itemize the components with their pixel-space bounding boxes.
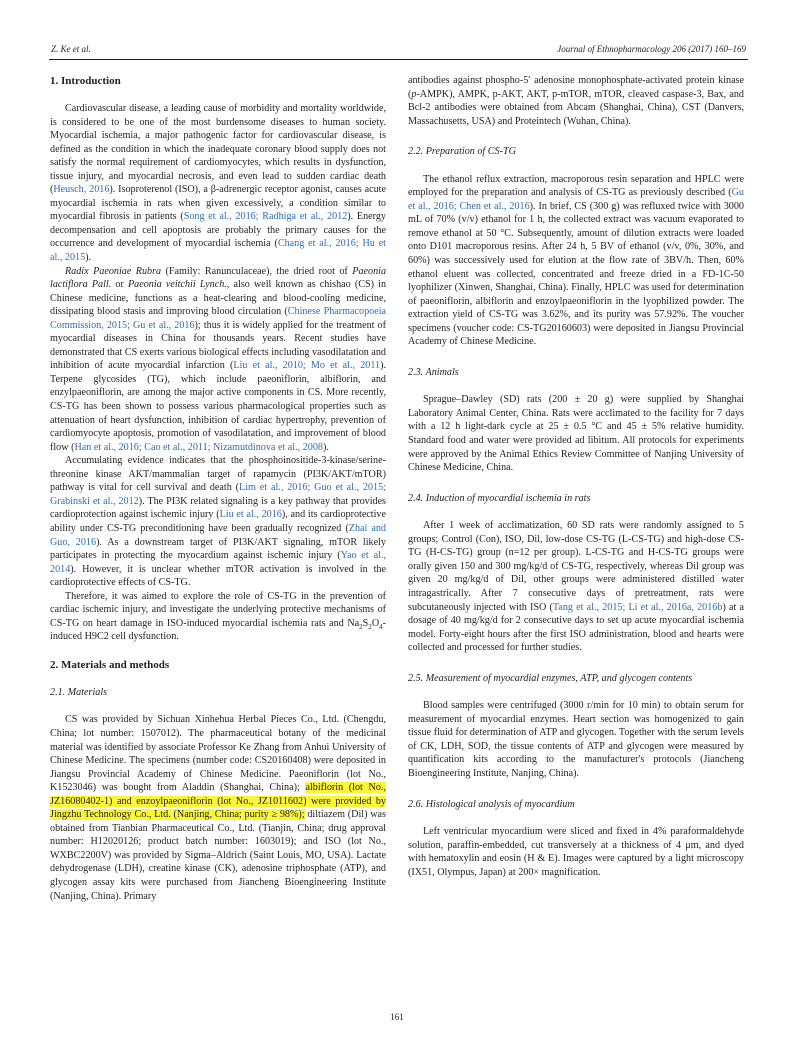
measurement-paragraph: Blood samples were centrifuged (3000 r/min for 10 min) to obtain serum for measurement of myocardial enzymes. Heart section was homogenized to gain tissue fluid for determination of ATP and glycogen. Together with the serum levels of CK, LDH, SOD, the tissue contents of ATP and glycogen were measured by quantification kits according to the manufacturer's protocols (Jiancheng Bioengineering Institute, Nanjing, China). xyxy=(408,700,744,779)
citation-link[interactable]: Lim et al., 2016; Guo et al., 2015; Grabinski et al., 2012 xyxy=(50,482,386,507)
intro-paragraph-1: Cardiovascular disease, a leading cause of morbidity and mortality worldwide, is considered to be one of the most burdensome diseases to human society. Myocardial ischemia, a major pathogenic factor for cardiovascular disease, is defined as the condition in which the inadequate coronary blood supply does not satisfy the normal requirement of cardiomyocytes, which results in dysfunction, tissue injury, and myocardial necrosis, and even lead to sudden cardiac death (Heusch, 2016). Isoproterenol (ISO), a β-adrenergic receptor agonist, causes acute myocardial ischemia in rats when given excessively, a condition similar to myocardial fibrosis in patients (Song et al., 2016; Radhiga et al., 2012). Energy decompensation and cell apoptosis are probably the primary causes for the occurrence and development of myocardial ischemia (Chang et al., 2016; Hu et al., 2015). xyxy=(50,103,386,264)
running-header-authors: Z. Ke et al. xyxy=(51,44,91,54)
citation-link[interactable]: Han et al., 2016; Cao et al., 2011; Nizamutdinova et al., 2008 xyxy=(74,441,323,453)
histology-paragraph: Left ventricular myocardium were sliced and fixed in 4% paraformaldehyde solution, paraffin-embedded, cut transversely at a thickness of 4 μm, and dyed with hematoxylin and eosin (H & E). Images were captured by a light microscopy (IX51, Olympus, Japan) at 200× magnification. xyxy=(408,826,744,878)
citation-link[interactable]: Zhai and Guo, 2016 xyxy=(50,522,386,548)
subsection-heading-histology: 2.6. Histological analysis of myocardium xyxy=(408,798,575,810)
subsection-heading-induction: 2.4. Induction of myocardial ischemia in rats xyxy=(408,492,591,504)
section-heading-materials-methods: 2. Materials and methods xyxy=(50,658,170,671)
left-column xyxy=(50,74,386,903)
intro-paragraph-4: Therefore, it was aimed to explore the role of CS-TG in the prevention of cardiac ischemic injury, and investigate the underlying protective mechanisms of CS-TG on heart damage in ISO-induced myocardial ischemia rats and $Na_2S_2O_4$-induced H9C2 cell dysfunction. xyxy=(50,590,386,643)
citation-link[interactable]: Tang et al., 2015; Li et al., 2016a, 2016b xyxy=(552,601,723,613)
citation-link[interactable]: Liu et al., 2010; Mo et al., 2011 xyxy=(233,360,381,372)
section-heading-introduction: 1. Introduction xyxy=(50,75,121,87)
subsection-heading-preparation: 2.2. Preparation of CS-TG xyxy=(408,146,516,158)
citation-link[interactable]: Chang et al., 2016; Hu et al., 2015 xyxy=(50,238,386,264)
intro-paragraph-2: Radix Paeoniae Rubra (Family: Ranunculaceae), the dried root of Paeonia lactiflora Pall. or Paeonia veitchii Lynch., also well known as chishao (CS) in Chinese medicine, functions as a heat-clearing and blood-cooling medicine, dissipating blood stasis and improving blood circulation (Chinese Pharmacopoeia Commission, 2015; Gu et al., 2016); thus it is widely applied for the treatment of myocardial diseases in China for thousands years. Recent studies have demonstrated that CS exerts various biological effects including vasodilatation and inhibition of acute myocardial infarction (Liu et al., 2010; Mo et al., 2011). Terpene glycosides (TG), which include paeoniflorin, albiflorin, and enzylpaeoniflorin, are among the major active components in CS. More recently, CS-TG has been shown to possess various pharmacological properties such as attenuation of heart dysfunction, inhibition of cardiac hypertrophy, prevention of cardiomyocyte apoptosis, promotion of vasodilatation, and improvement of blood flow (Han et al., 2016; Cao et al., 2011; Nizamutdinova et al., 2008). xyxy=(50,265,387,453)
citation-link[interactable]: Liu et al., 2016 xyxy=(219,509,282,521)
citation-link[interactable]: Song et al., 2016; Radhiga et al., 2012 xyxy=(183,211,348,223)
animals-paragraph: Sprague–Dawley (SD) rats (200 ± 20 g) were supplied by Shanghai Laboratory Animal Center, China. Rats were acclimated to the facility for 7 days with a 12 h light-dark cycle at 25 ± 0.5 °C and 45 ± 5% relative humidity. Standard food and water were provided ad libitum. All protocols for experiments were approved by the Animal Ethics Review Committee of Nanjing University of Chinese Medicine, China. xyxy=(408,394,744,474)
intro-paragraph-3: Accumulating evidence indicates that the phosphoinositide-3-kinase/serine-threonine kinase AKT/mammalian target of rapamycin (PI3K/AKT/mTOR) pathway is vital for cell survival and death (Lim et al., 2016; Guo et al., 2015; Grabinski et al., 2012). The PI3K related signaling is a key pathway that provides cardioprotection against ischemic injury (Liu et al., 2016), and its cardioprotective ability under CS-TG preconditioning have been gradually recognized (Zhai and Guo, 2016). As a downstream target of PI3K/AKT signaling, mTOR likely participates in protecting the myocardium against ischemic injury (Yao et al., 2014). However, it is unclear whether mTOR activation is involved in the cardioprotective effects of CS-TG. xyxy=(50,455,387,589)
subsection-heading-measurement: 2.5. Measurement of myocardial enzymes, ATP, and glycogen contents xyxy=(408,672,693,684)
induction-paragraph: After 1 week of acclimatization, 60 SD rats were randomly assigned to 5 groups; Control (Con), ISO, Dil, low-dose CS-TG (L-CS-TG) and high-dose CS-TG (H-CS-TG) group (n=12 per group). L-CS-TG and H-CS-TG groups were orally given 150 and 300 mg/kg/d of CS-TG, respectively, whereas Dil group was given 20 mg/kg/d of Dil, other groups were administered distilled water intragastrically. After 7 consecutive days of pretreatment, rats were subcutaneously injected with ISO (Tang et al., 2015; Li et al., 2016a, 2016b) at a dosage of 40 mg/kg/d for 2 consecutive days to set up acute myocardial ischemia model. Forty-eight hours after the first ISO administration, blood and hearts were collected and processed for further studies. xyxy=(408,520,744,654)
running-header-journal: Journal of Ethnopharmacology 206 (2017) 160–169 xyxy=(557,44,746,54)
citation-link[interactable]: Yao et al., 2014 xyxy=(50,550,387,575)
citation-link[interactable]: Chinese Pharmacopoeia Commission, 2015; Gu et al., 2016 xyxy=(50,306,387,331)
subsection-heading-animals: 2.3. Animals xyxy=(408,366,459,378)
highlighted-text: albiflorin (lot No., JZ16080402-1) and enzoylpaeoniflorin (lot No., JZ1011602) were provided by Jingzhu Technology Co., Ltd. (Nanjing, China; purity ≥ 98%); xyxy=(50,782,386,821)
header-rule xyxy=(49,59,748,60)
materials-paragraph: CS was provided by Sichuan Xinhehua Herbal Pieces Co., Ltd. (Chengdu, China; lot number: 1507012). The pharmaceutical botany of the medicinal material was identified by associate Professor Ke Zhang from Anhui University of Chinese Medicine. The specimens (number code: CS20160408) were deposited in Jiangsu Provincial Academy of Chinese Medicine. Paeoniflorin (lot No., K1523046) was bought from Aladdin (Shanghai, China); albiflorin (lot No., JZ16080402-1) and enzoylpaeoniflorin (lot No., JZ1011602) were provided by Jingzhu Technology Co., Ltd. (Nanjing, China; purity ≥ 98%); diltiazem (Dil) was obtained from Tianbian Pharmaceutical Co., Ltd. (Tianjin, China; drug approval number: H12020126; product batch number: 1603019); and ISO (lot No., WXBC2200V) was provided by Sigma–Aldrich (Saint Louis, MO, USA). Lactate dehydrogenase (LDH), creatine kinase (CK), adenosine triphosphate (ATP), and glycogen assay kits were purchased from Jiancheng Bioengineering Institute (Nanjing, China). Primary xyxy=(50,714,386,902)
citation-link[interactable]: Heusch, 2016 xyxy=(53,184,110,196)
citation-link[interactable]: Gu et al., 2016; Chen et al., 2016 xyxy=(408,187,744,212)
materials-paragraph-continued: antibodies against phospho-5′ adenosine monophosphate-activated protein kinase (p-AMPK), AMPK, p-AKT, AKT, p-mTOR, mTOR, cleaved caspase-3, Bax, and Bcl-2 antibodies were obtained from Abcam (Shanghai, China), CST (Danvers, Massachusetts, USA) and Proteintech (Wuhan, China). xyxy=(408,75,744,127)
page-number: 161 xyxy=(390,1012,404,1022)
right-column xyxy=(408,74,744,879)
preparation-paragraph: The ethanol reflux extraction, macroporous resin separation and HPLC were employed for the preparation and analysis of CS-TG as previously described (Gu et al., 2016; Chen et al., 2016). In brief, CS (300 g) was refluxed twice with 3000 mL of 70% (v/v) ethanol for 1 h, the collected extract was vacuum evaporated to remove ethanol at 50 °C. Subsequently, amount of dilution extracts were loaded onto D101 macroporous resins. After 24 h, 5 BV of ethanol (v/v, 0%, 30%, and 60%) was successively used for elution at the flow rate of 3BV/h. Then, 60% ethanol eluent was collected, concentrated and freeze dried in a FD-1C-50 lyophilizer (Xinwen, Shanghai, China). Finally, HPLC was used for determination of paeoniflorin, albiflorin and enzoylpaeoniflorin in the lyophilized powder. The extraction yield of CS-TG was 3.62%, and its purity was 57.92%. The voucher specimens (voucher code: CS-TG20160603) were deposited in Jiangsu Provincial Academy of Chinese Medicine. xyxy=(408,173,744,348)
subsection-heading-materials: 2.1. Materials xyxy=(50,686,108,698)
